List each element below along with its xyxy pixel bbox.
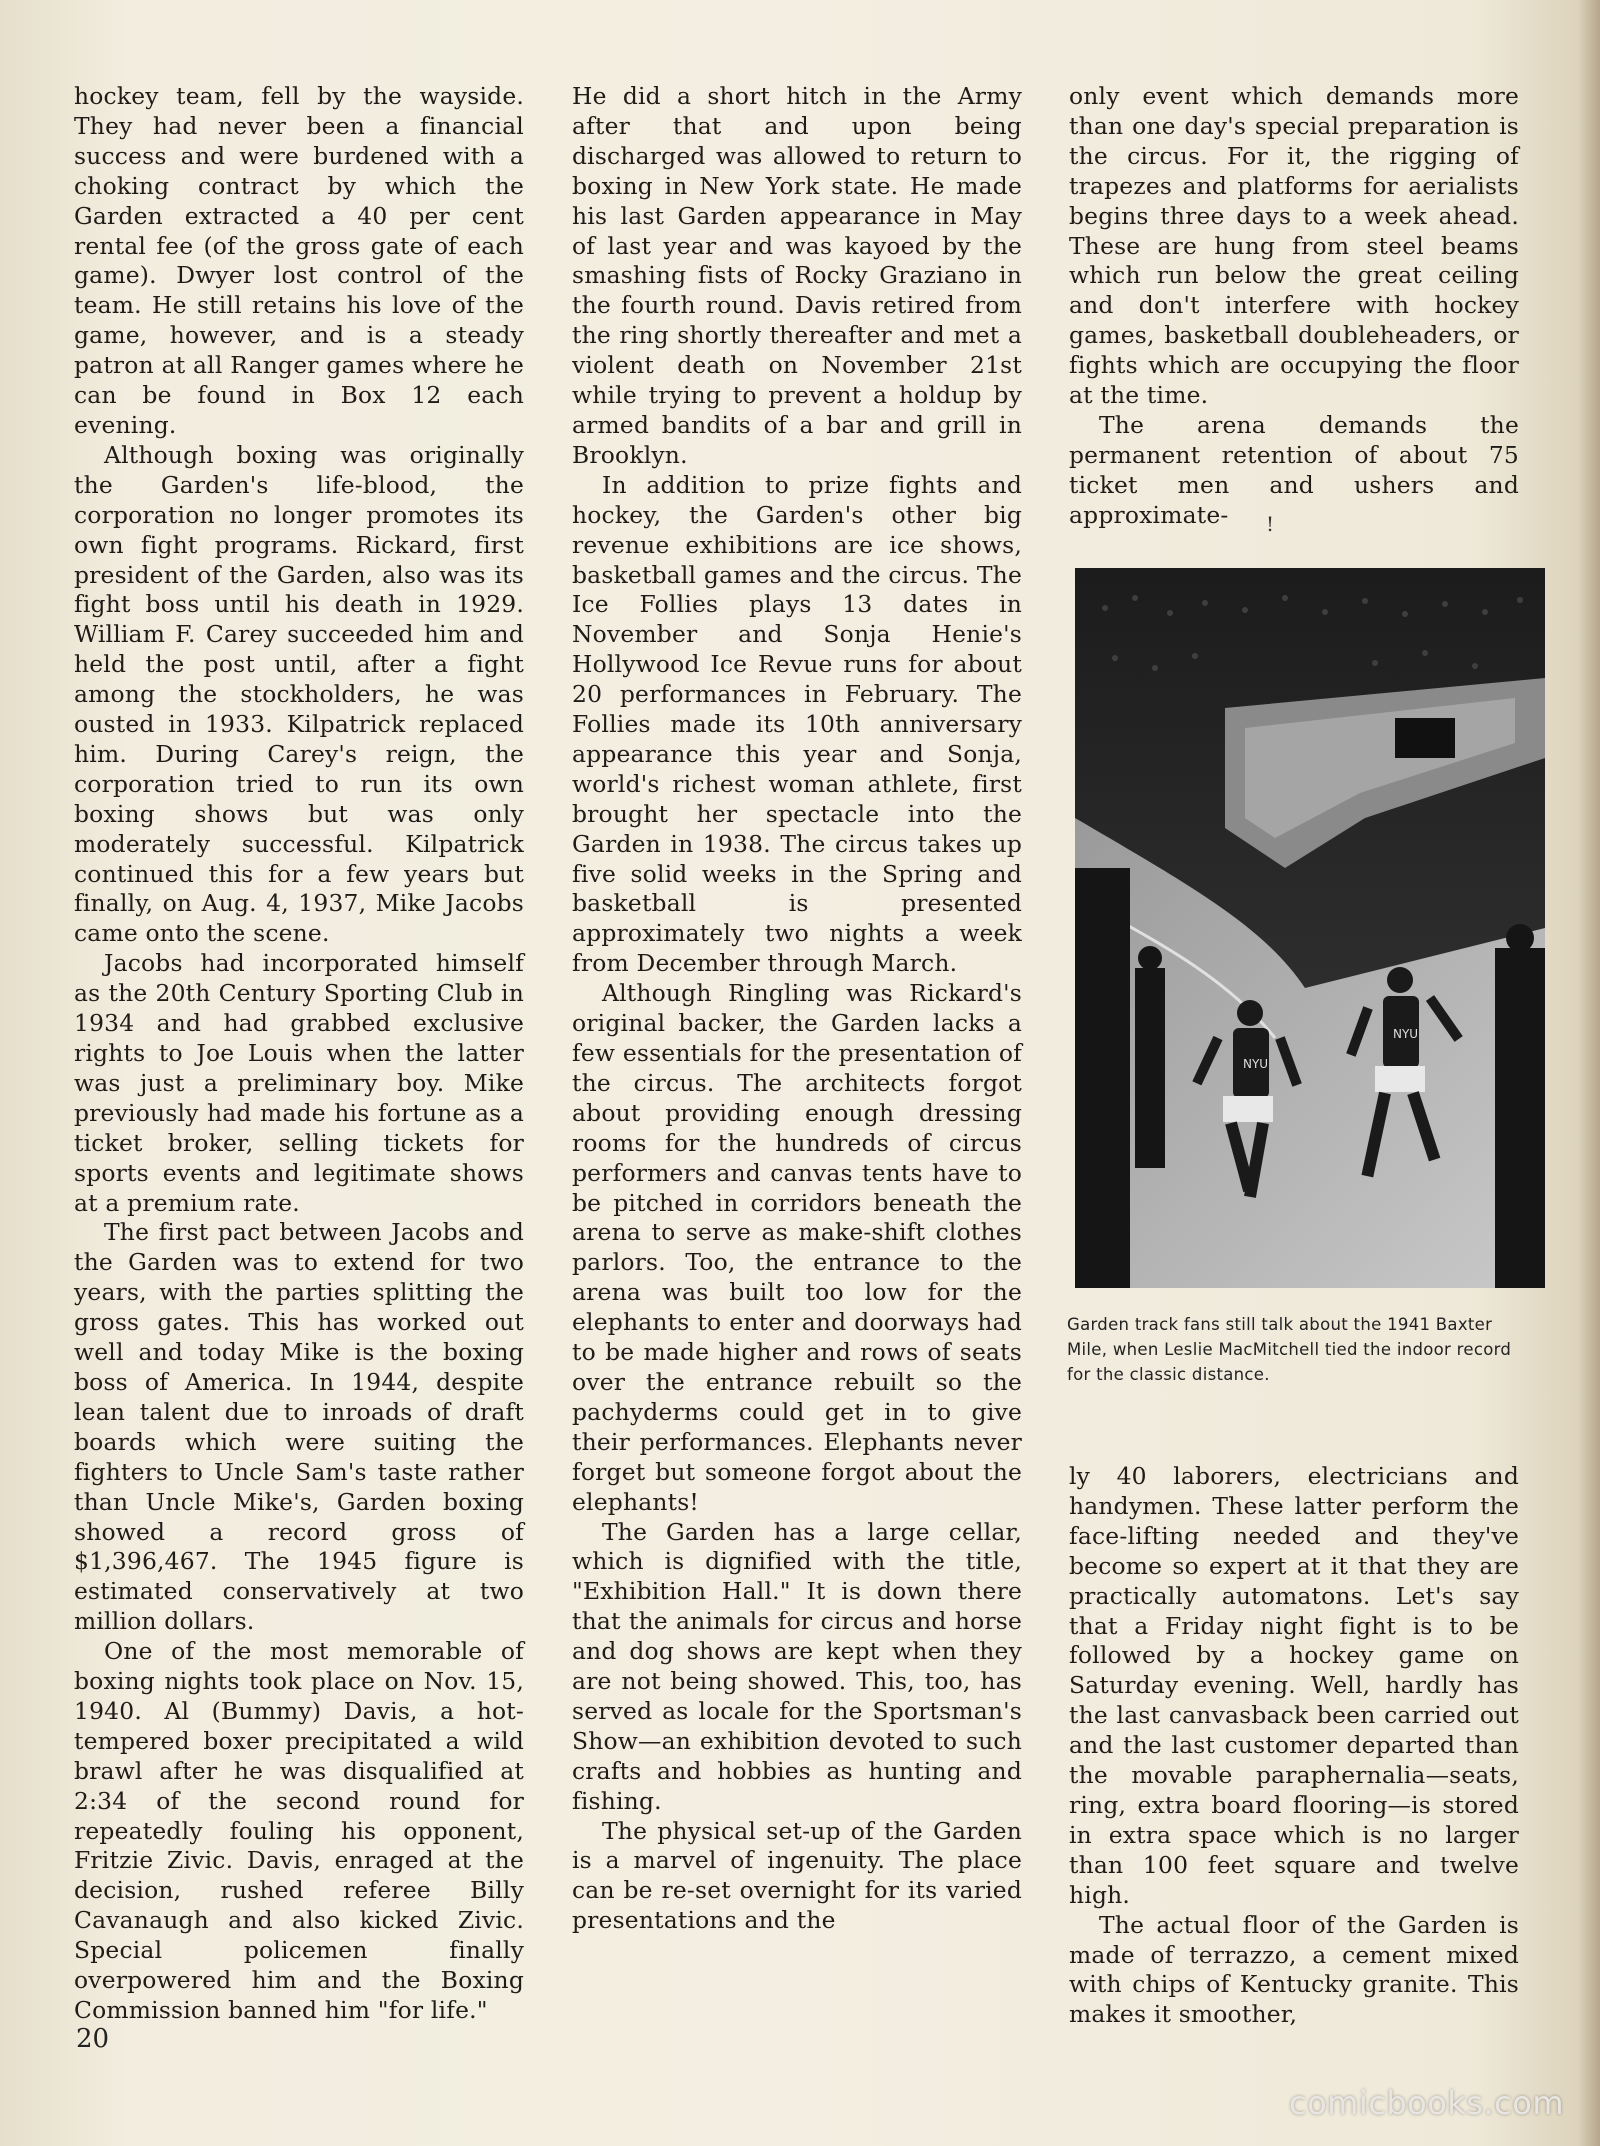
article-paragraph: Jacobs had incorporated himself as the 20th Century Sporting Club in 1934 and had grabbed exclusive rights to Joe Louis when the latter was just a preliminary boy. Mike previously had made his fortune as a ticket broker, selling tickets for sports events and legitimate shows at a premium rate. <box>74 949 524 1217</box>
svg-text:NYU: NYU <box>1393 1027 1419 1041</box>
svg-text:NYU: NYU <box>1243 1057 1269 1071</box>
article-paragraph: In addition to prize fights and hockey, the Garden's other big revenue exhibitions are ice shows, basketball games and the circus. The Ice Follies plays 13 dates in November and Sonja Henie's Hollywood Ice Revue runs for about 20 performances in February. The Follies made its 10th anniversary appearance this year and Sonja, world's richest woman athlete, first brought her spectacle into the Garden in 1938. The circus takes up five solid weeks in the Spring and basketball is presented approximately two nights a week from December through March. <box>572 470 1022 978</box>
article-column-3-top <box>1069 82 1519 531</box>
photo-caption: Garden track fans still talk about the 1941 Baxter Mile, when Leslie MacMitchell tied the indoor record for the classic distance. <box>1067 1315 1512 1384</box>
article-paragraph: hockey team, fell by the wayside. They had never been a financial success and were burdened with a choking contract by which the Garden extracted a 40 per cent rental fee (of the gross gate of each game). Dwyer lost control of the team. He still retains his love of the game, however, and is a steady patron at all Ranger games where he can be found in Box 12 each evening. <box>74 82 524 439</box>
site-watermark: comicbooks.com <box>1288 2084 1564 2122</box>
article-paragraph: The arena demands the permanent retention of about 75 ticket men and ushers and approximate- <box>1069 410 1519 529</box>
article-paragraph: The first pact between Jacobs and the Garden was to extend for two years, with the parties splitting the gross gates. This has worked out well and today Mike is the boxing boss of America. In 1944, despite lean talent due to inroads of draft boards which were suiting the fighters to Uncle Sam's taste rather than Uncle Mike's, Garden boxing showed a record gross of $1,396,467. The 1945 figure is estimated conservatively at two million dollars. <box>74 1218 524 1636</box>
article-paragraph: only event which demands more than one day's special preparation is the circus. For it, the rigging of trapezes and platforms for aerialists begins three days to a week ahead. These are hung from steel beams which run below the great ceiling and don't interfere with hockey games, basketball doubleheaders, or fights which are occupying the floor at the time. <box>1069 82 1519 410</box>
track-race-photo <box>1075 568 1545 1288</box>
page-edge-shadow <box>1578 0 1600 2146</box>
article-paragraph: Although Ringling was Rickard's original backer, the Garden lacks a few essentials for the presentation of the circus. The architects forgot about providing enough dressing rooms for the hundreds of circus performers and canvas tents have to be pitched in corridors beneath the arena to serve as make-shift clothes parlors. Too, the entrance to the arena was built too low for the elephants to enter and doorways had to be made higher and rows of seats over the entrance rebuilt so the pachyderms could get in to give their performances. Elephants never forget but someone forgot about the elephants! <box>572 979 1022 1516</box>
track-race-illustration <box>1075 568 1545 1288</box>
article-paragraph: The physical set-up of the Garden is a marvel of ingenuity. The place can be re-set overnight for its varied presentations and the <box>572 1816 1022 1935</box>
article-paragraph: Although boxing was originally the Garden's life-blood, the corporation no longer promotes its own fight programs. Rickard, first president of the Garden, also was its fight boss until his death in 1929. William F. Carey succeeded him and held the post until, after a fight among the stockholders, he was ousted in 1933. Kilpatrick replaced him. During Carey's reign, the corporation tried to run its own boxing shows but was only moderately successful. Kilpatrick continued this for a few years but finally, on Aug. 4, 1937, Mike Jacobs came onto the scene. <box>74 440 524 948</box>
article-paragraph: The Garden has a large cellar, which is dignified with the title, "Exhibition Hall." It is down there that the animals for circus and horse and dog shows are kept when they are not being showed. This, too, has served as locale for the Sportsman's Show—an exhibition devoted to such crafts and hobbies as hunting and fishing. <box>572 1517 1022 1815</box>
article-paragraph: The actual floor of the Garden is made of terrazzo, a cement mixed with chips of Kentucky granite. This makes it smoother, <box>1069 1910 1519 2029</box>
article-paragraph: He did a short hitch in the Army after that and upon being discharged was allowed to return to boxing in New York state. He made his last Garden appearance in May of last year and was kayoed by the smashing fists of Rocky Graziano in the fourth round. Davis retired from the ring shortly thereafter and met a violent death on November 21st while trying to prevent a holdup by armed bandits of a bar and grill in Brooklyn. <box>572 82 1022 469</box>
article-column-1 <box>74 82 524 2026</box>
article-paragraph: ly 40 laborers, electricians and handymen. These latter perform the face-lifting needed and they've become so expert at it that they are practically automatons. Let's say that a Friday night fight is to be followed by a hockey game on Saturday evening. Well, hardly has the last canvasback been carried out and the last customer departed than the movable paraphernalia—seats, ring, extra board flooring—is stored in extra space which is no larger than 100 feet square and twelve high. <box>1069 1462 1519 1909</box>
page-number: 20 <box>76 2024 110 2054</box>
article-paragraph: One of the most memorable of boxing nights took place on Nov. 15, 1940. Al (Bummy) Davis, a hot-tempered boxer precipitated a wild brawl after he was disqualified at 2:34 of the second round for repeatedly fouling his opponent, Fritzie Zivic. Davis, enraged at the decision, rushed referee Billy Cavanaugh and also kicked Zivic. Special policemen finally overpowered him and the Boxing Commission banned him "for life." <box>74 1637 524 2024</box>
print-mark: ! <box>1266 512 1275 536</box>
article-column-3-bottom <box>1069 1462 1519 2030</box>
article-column-2 <box>572 82 1022 1936</box>
